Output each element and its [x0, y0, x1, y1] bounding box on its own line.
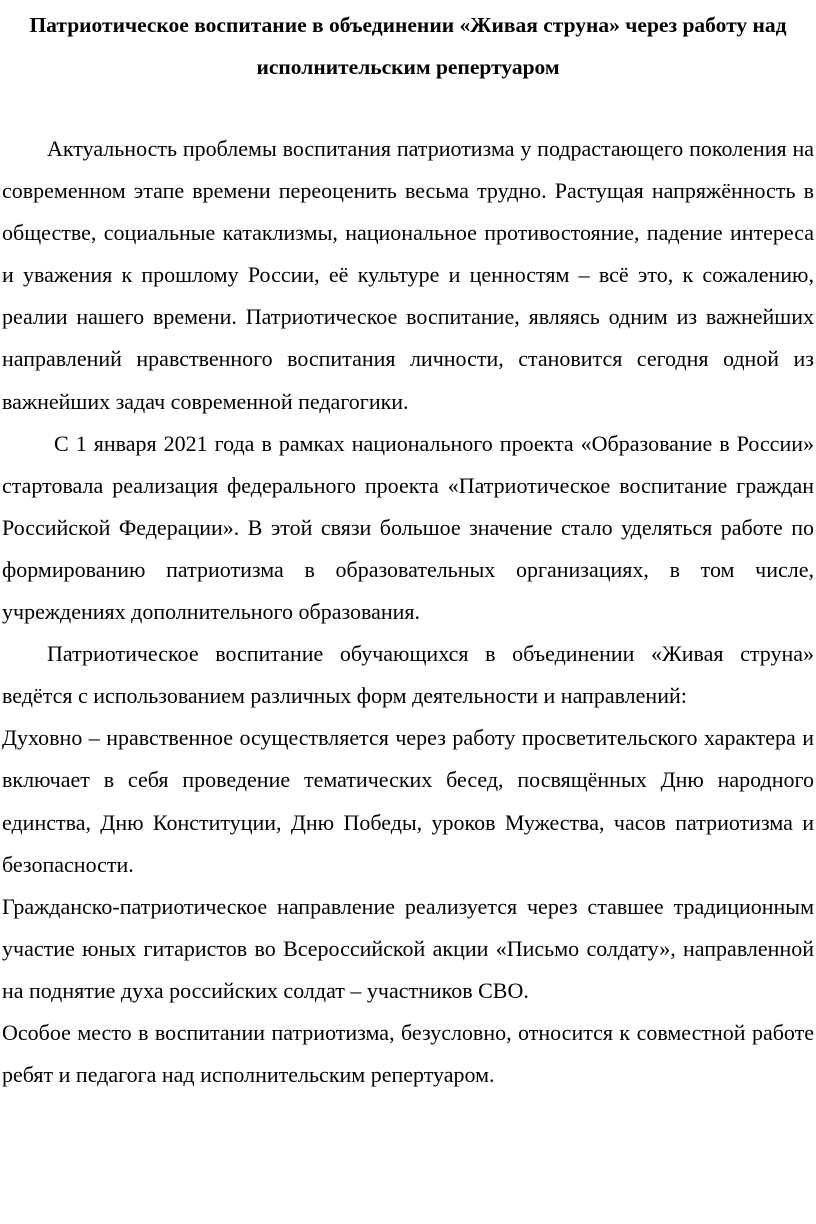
document-title: Патриотическое воспитание в объединении «Живая струна» через работу над исполнительским репертуаром — [29, 13, 787, 79]
title-spacer — [2, 88, 814, 128]
paragraph-repertoire: Особое место в воспитании патриотизма, безусловно, относится к совместной работе ребят и педагога над исполнительским репертуаром. — [2, 1019, 814, 1088]
paragraph-federal-project: С 1 января 2021 года в рамках национального проекта «Образование в России» стартовала реализация федерального проекта «Патриотическое воспитание граждан Российской Федерации». В этой связи большое значение стало уделяться работе по формированию патриотизма в образовательных организациях, в том числе, учреждениях дополнительного образования. — [2, 430, 814, 625]
paragraph-relevance: Актуальность проблемы воспитания патриотизма у подрастающего поколения на современном этапе времени переоценить весьма трудно. Растущая напряжённость в обществе, социальные катаклизмы, национальное противостояние, падение интереса и уважения к прошлому России, её культуре и ценностям – всё это, к сожалению, реалии нашего времени. Патриотическое воспитание, являясь одним из важнейших направлений нравственного воспитания личности, становится сегодня одной из важнейших задач современной педагогики. — [2, 136, 814, 414]
paragraph-spiritual-moral: Духовно – нравственное осуществляется через работу просветительского характера и включает в себя проведение тематических бесед, посвящённых Дню народного единства, Дню Конституции, Дню Победы, уроков Мужества, часов патриотизма и безопасности. — [2, 725, 814, 877]
paragraph-civic-patriotic: Гражданско-патриотическое направление реализуется через ставшее традиционным участие юных гитаристов во Всероссийской акции «Письмо солдату», направленной на поднятие духа российских солдат – участников СВО. — [2, 893, 814, 1003]
paragraph-forms-of-activity: Патриотическое воспитание обучающихся в объединении «Живая струна» ведётся с использованием различных форм деятельности и направлений: — [2, 641, 814, 709]
